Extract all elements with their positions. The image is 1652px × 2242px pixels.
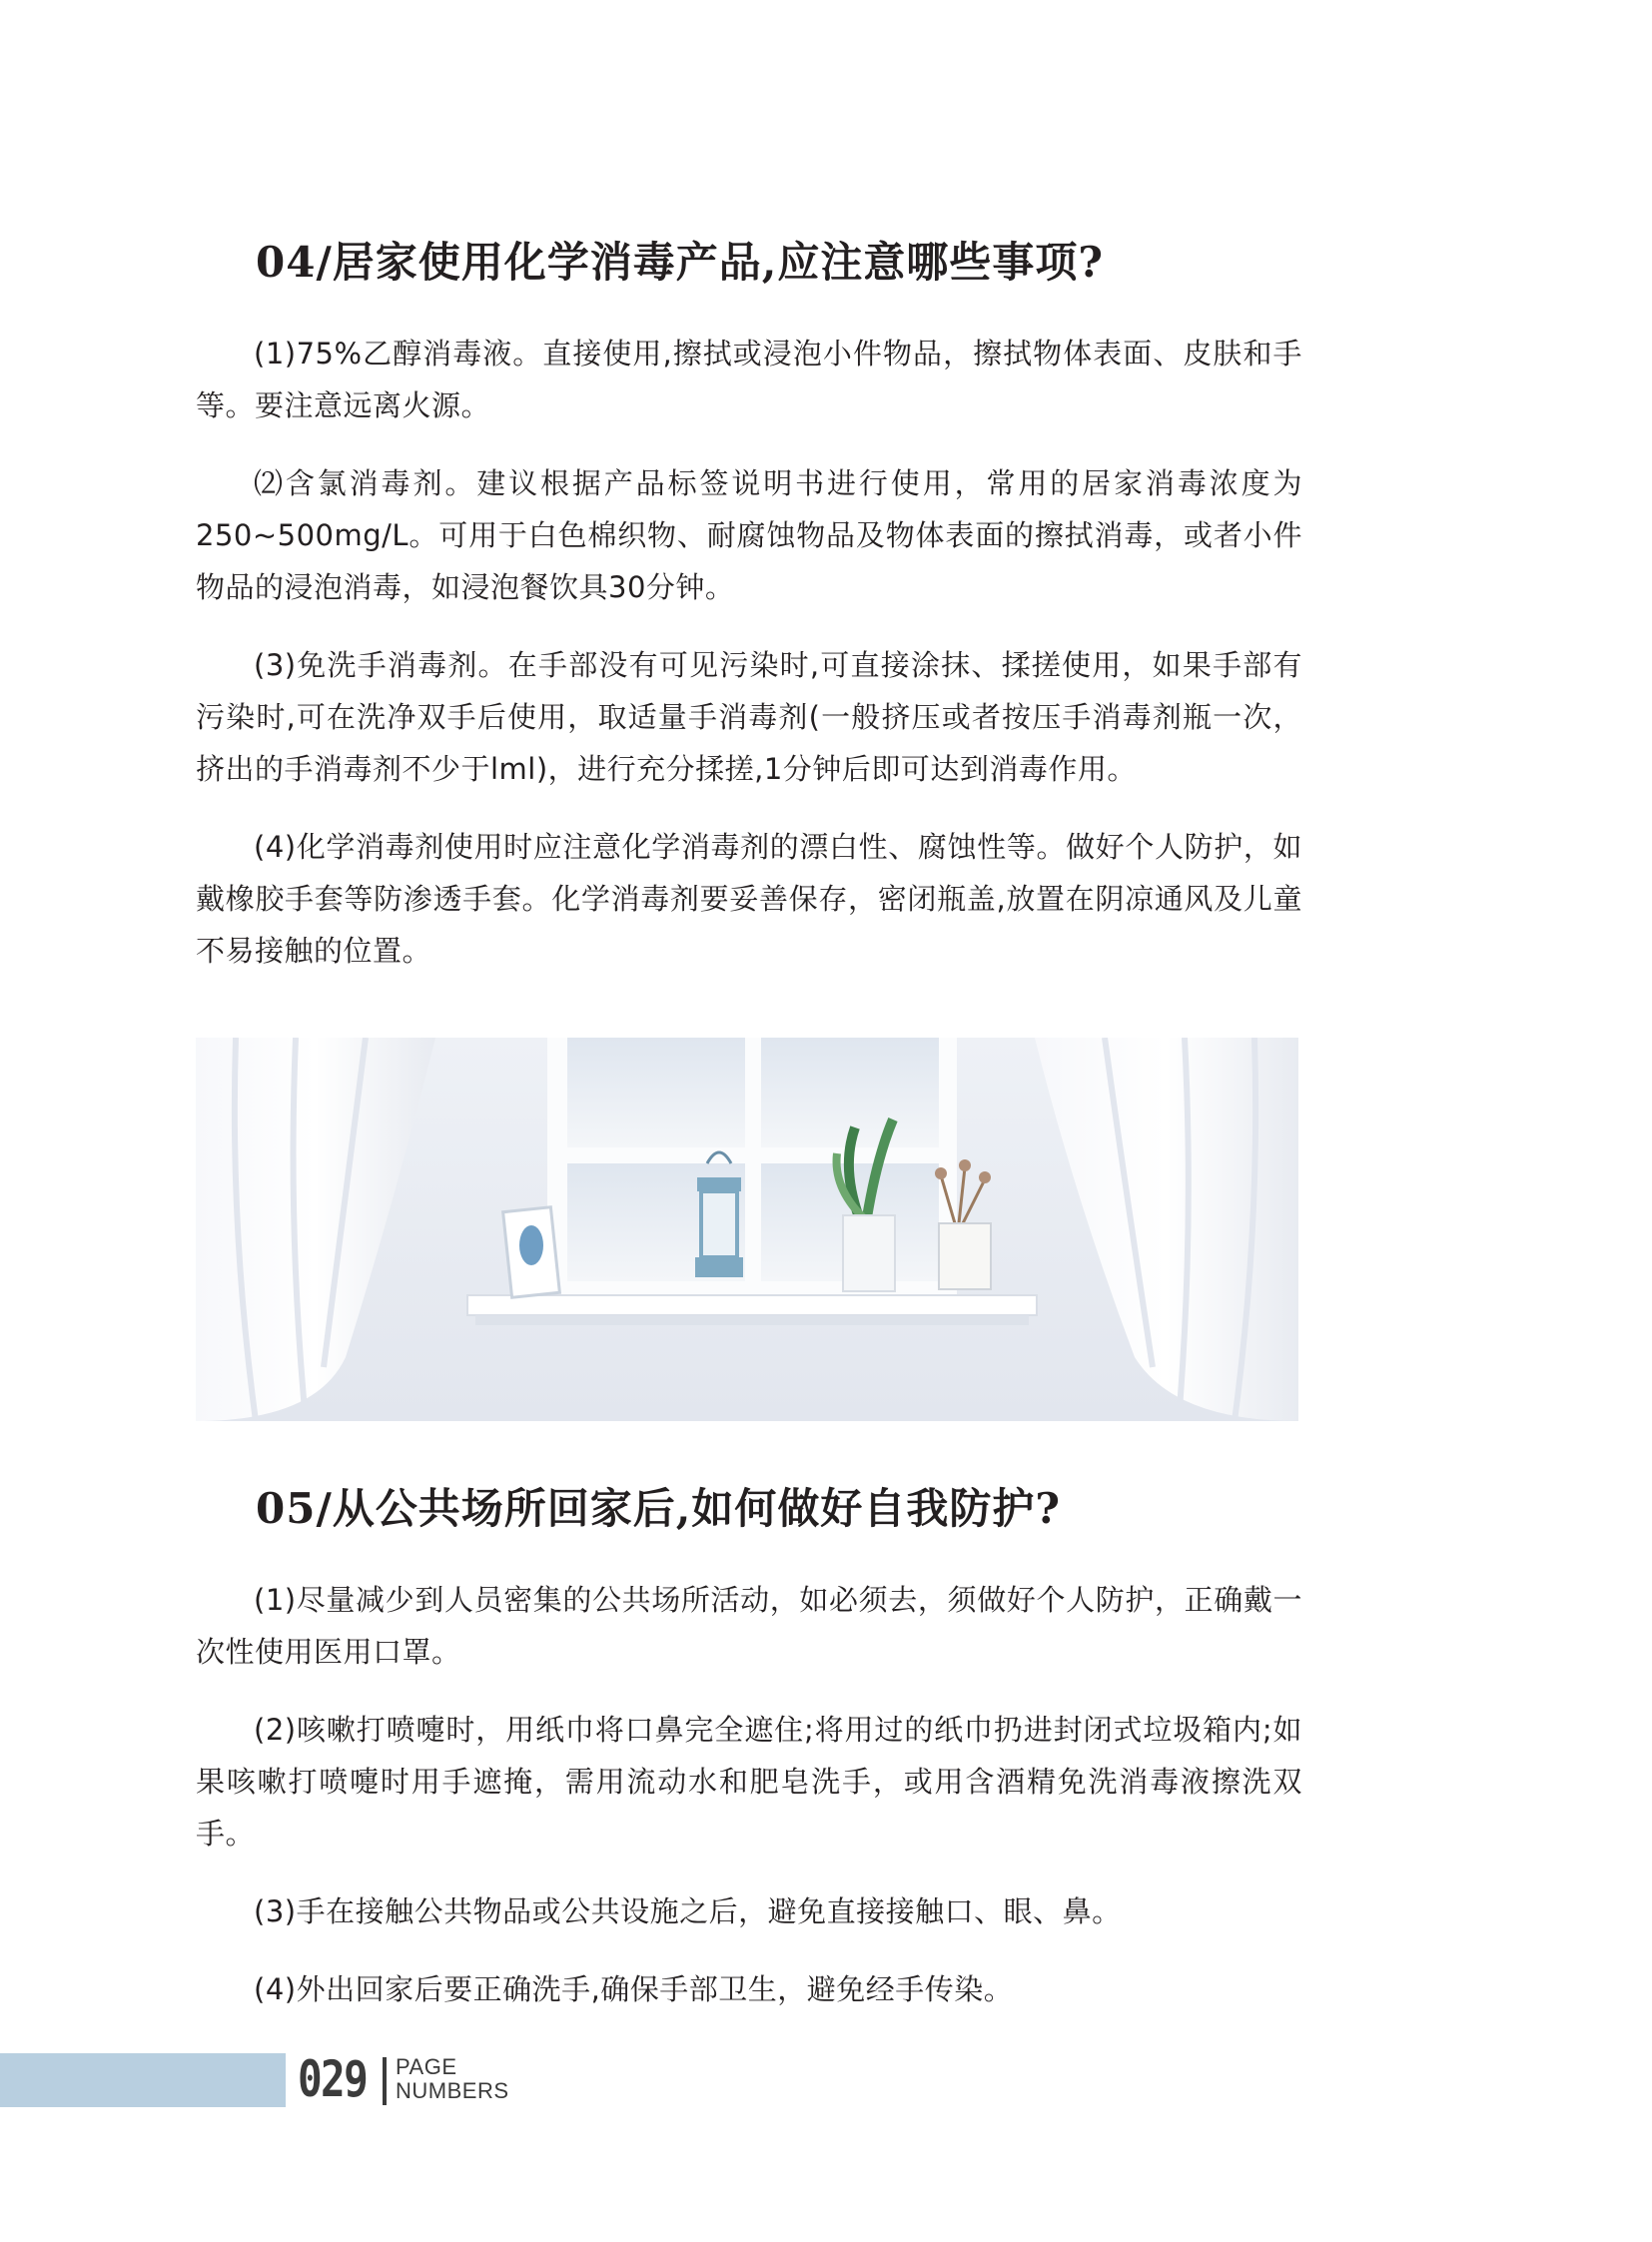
page-number: 029 — [298, 2050, 368, 2108]
dried-flowers-icon — [935, 1159, 991, 1289]
paragraph: (2)咳嗽打喷嚏时，用纸巾将口鼻完全遮住;将用过的纸巾扔进封闭式垃圾箱内;如果咳嗽打喷嚏时用手遮掩，需用流动水和肥皂洗手，或用含酒精免洗消毒液擦洗双手。 — [196, 1713, 1302, 1851]
section-title-05: 05/从公共场所回家后,如何做好自我防护? — [256, 1484, 1062, 1533]
page-number-divider — [383, 2057, 387, 2105]
picture-frame-icon — [503, 1207, 560, 1298]
page-label-line2: NUMBERS — [396, 2078, 509, 2103]
paragraph: (4)化学消毒剂使用时应注意化学消毒剂的漂白性、腐蚀性等。做好个人防护，如戴橡胶手套等防渗透手套。化学消毒剂要妥善保存，密闭瓶盖,放置在阴凉通风及儿童不易接触的位置。 — [196, 830, 1302, 968]
paragraph: (3)免洗手消毒剂。在手部没有可见污染时,可直接涂抹、揉搓使用，如果手部有污染时,可在洗净双手后使用，取适量手消毒剂(一般挤压或者按压手消毒剂瓶一次，挤出的手消毒剂不少于lml)，进行充分揉搓,1分钟后即可达到消毒作用。 — [196, 648, 1302, 786]
paragraph: ⑵含氯消毒剂。建议根据产品标签说明书进行使用，常用的居家消毒浓度为250~500mg/L。可用于白色棉织物、耐腐蚀物品及物体表面的擦拭消毒，或者小件物品的浸泡消毒，如浸泡餐饮具30分钟。 — [196, 466, 1302, 604]
window-pane — [567, 1038, 745, 1147]
page-numbers-label — [396, 2055, 509, 2103]
paragraph: (4)外出回家后要正确洗手,确保手部卫生，避免经手传染。 — [254, 1972, 1014, 2006]
window-sill-photo — [196, 1038, 1298, 1421]
paragraph: (1)75%乙醇消毒液。直接使用,擦拭或浸泡小件物品，擦拭物体表面、皮肤和手等。要注意远离火源。 — [196, 337, 1302, 422]
section-body-05 — [196, 1574, 1302, 2041]
paragraph: (1)尽量减少到人员密集的公共场所活动，如必须去，须做好个人防护，正确戴一次性使用医用口罩。 — [196, 1583, 1302, 1669]
page-label-line1: PAGE — [396, 2054, 457, 2079]
footer-color-band — [0, 2053, 286, 2107]
window-sill-shadow — [475, 1315, 1029, 1325]
section-body-04 — [196, 328, 1302, 1003]
section-title-04: 04/居家使用化学消毒产品,应注意哪些事项? — [256, 238, 1105, 287]
paragraph: (3)手在接触公共物品或公共设施之后，避免直接接触口、眼、鼻。 — [254, 1894, 1122, 1928]
window-sill — [467, 1295, 1037, 1315]
